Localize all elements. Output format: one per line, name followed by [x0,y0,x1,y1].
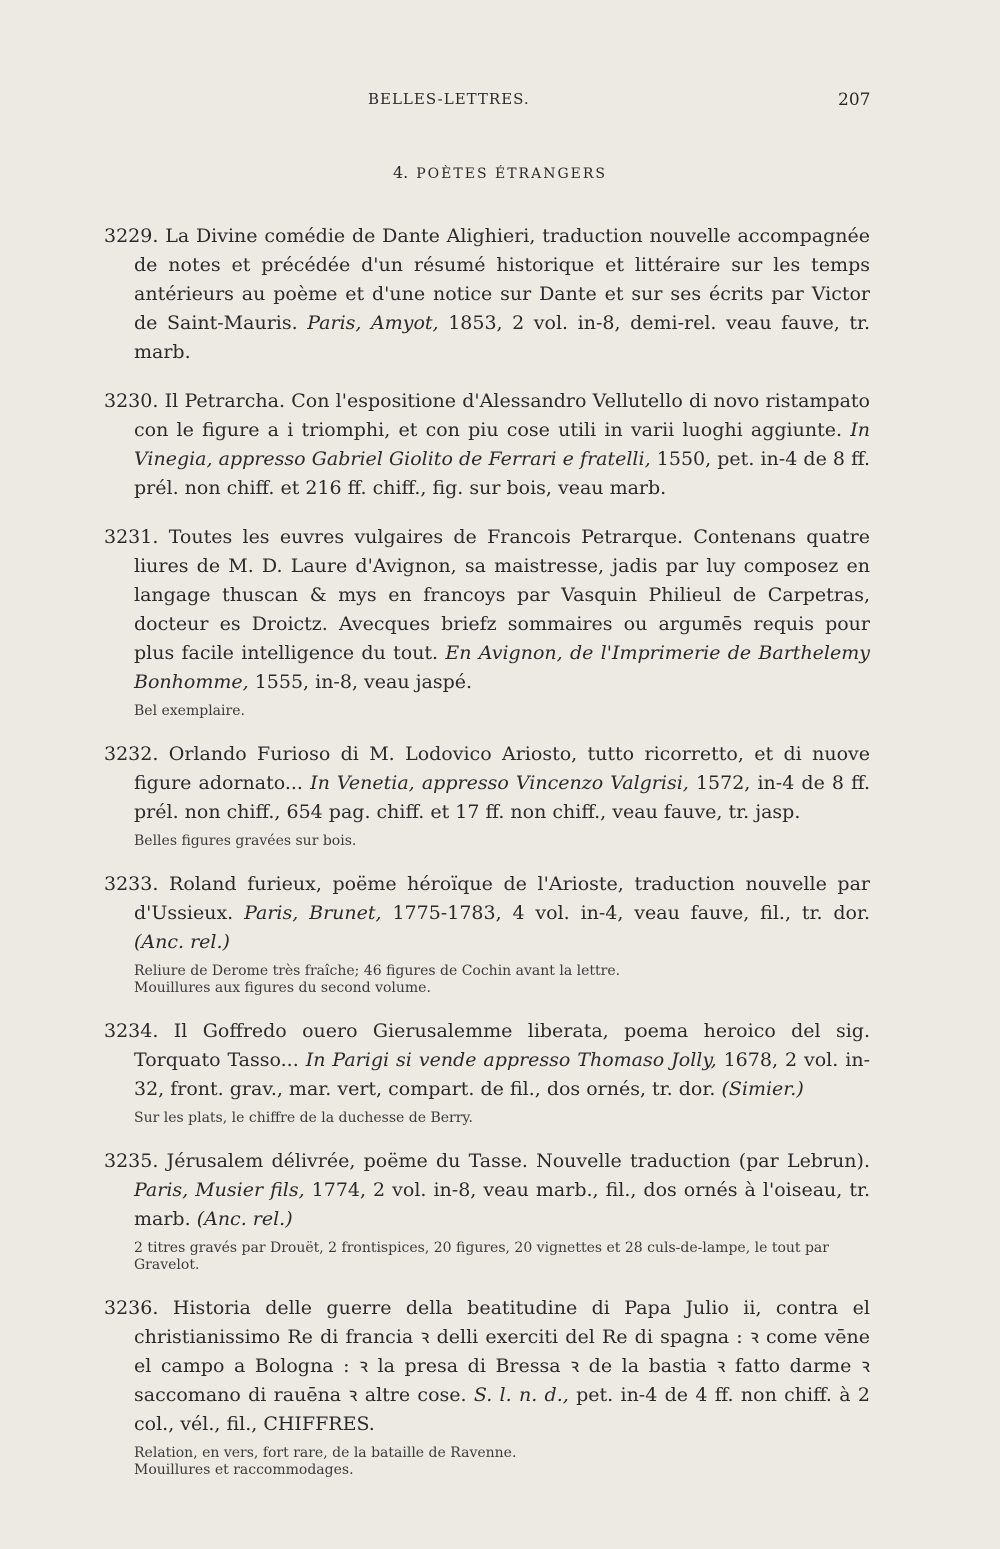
entry-description: pet. in-4 de 4 ff. non chiff. à 2 col., vél., fil., CHIFFRES. [134,1384,870,1435]
entry-description: 1853, 2 vol. in-8, demi-rel. veau fauve, tr. marb. [134,312,870,363]
entry-note [134,703,870,720]
entry-imprint: In Vinegia, appresso Gabriel Giolito de Ferrari e fratelli, [134,419,870,470]
catalog-entry [104,222,870,367]
entry-description: 1572, in-4 de 8 ff. prél. non chiff., 654 pag. chiff. et 17 ff. non chiff., veau fauve, tr. jasp. [134,772,870,823]
entry-text [104,1147,870,1234]
entry-text [104,222,870,367]
entry-binder: (Simier.) [721,1078,804,1100]
section-heading [0,163,1000,182]
note-line: Mouillures et raccommodages. [134,1462,354,1478]
note-line: Bel exemplaire. [134,703,245,719]
entry-text [104,740,870,827]
entry-text [104,387,870,503]
entry-title: Il Petrarcha. Con l'espositione d'Alessandro Vellutello di novo ristampato con le figure a i triomphi, et con piu cose utili in varii luoghi aggiunte. [134,390,870,441]
entry-note [134,1445,870,1479]
entry-imprint: En Avignon, de l'Imprimerie de Barthelemy Bonhomme, [134,642,870,693]
entry-note [134,1240,870,1274]
entry-title: Roland furieux, poëme héroïque de l'Arioste, traduction nouvelle par d'Ussieux. [134,873,871,924]
entry-text [104,870,870,957]
catalog-entry [104,1147,870,1274]
entry-number: 3231. [104,526,159,548]
entry-title: Toutes les euvres vulgaires de Francois Petrarque. Contenans quatre liures de M. D. Laure d'Avignon, sa maistresse, jadis par luy composez en langage thuscan & mys en francoys par Vasquin Philieul de Carpetras, docteur es Droictz. Avecques briefz sommaires ou argumēs requis pour plus facile intelligence du tout. [134,526,870,664]
entry-binder: (Anc. rel.) [196,1208,293,1230]
note-line: Sur les plats, le chiffre de la duchesse de Berry. [134,1110,473,1126]
entry-description: 1775-1783, 4 vol. in-4, veau fauve, fil., tr. dor. [392,902,871,924]
entry-note [134,963,870,997]
entry-text [104,1017,870,1104]
entry-number: 3234. [104,1020,159,1042]
entry-imprint: Paris, Amyot, [307,312,439,334]
section-number: 4. [393,163,409,182]
entry-number: 3229. [104,225,159,247]
section-title: POÈTES ÉTRANGERS [416,166,607,182]
entry-imprint: In Parigi si vende appresso Thomaso Jolly, [305,1049,717,1071]
note-line: Belles figures gravées sur bois. [134,833,357,849]
catalog-entry [104,740,870,850]
entry-title: Historia delle guerre della beatitudine di Papa Julio ii, contra el christianissimo Re di francia ꝛ delli exerciti del Re di spagna : ꝛ come vēne el campo a Bologna : ꝛ la presa di Bressa ꝛ de la bastia ꝛ fatto darme ꝛ saccomano di rauēna ꝛ altre cose. [134,1297,870,1406]
entry-text [104,1294,870,1439]
entry-text [104,523,870,697]
entry-number: 3233. [104,873,159,895]
catalog-entry [104,523,870,720]
entry-number: 3232. [104,743,159,765]
note-line: Mouillures aux figures du second volume. [134,980,431,996]
entry-title: Orlando Furioso di M. Lodovico Ariosto, tutto ricorretto, et di nuove figure adornato... [134,743,870,794]
entry-title: La Divine comédie de Dante Alighieri, traduction nouvelle accompagnée de notes et précédée d'un résumé historique et littéraire sur les temps antérieurs au poème et d'une notice sur Dante et sur ses écrits par Victor de Saint-Mauris. [134,225,870,334]
catalog-entry [104,870,870,997]
entry-note [134,1110,870,1127]
entry-note [134,833,870,850]
running-title: BELLES-LETTRES. [368,90,530,108]
entry-number: 3230. [104,390,159,412]
entry-imprint: Paris, Brunet, [244,902,382,924]
entry-description: 1555, in-8, veau jaspé. [254,671,473,693]
entry-binder: (Anc. rel.) [134,931,230,953]
entry-list [104,222,870,1499]
entry-description: 1678, 2 vol. in-32, front. grav., mar. vert, compart. de fil., dos ornés, tr. dor. [134,1049,870,1100]
note-line: Reliure de Derome très fraîche; 46 figures de Cochin avant la lettre. [134,963,621,979]
catalog-entry [104,387,870,503]
note-line: 2 titres gravés par Drouët, 2 frontispices, 20 figures, 20 vignettes et 28 culs-de-lampe, le tout par Gravelot. [134,1240,829,1273]
entry-description: 1550, pet. in-4 de 8 ff. prél. non chiff. et 216 ff. chiff., fig. sur bois, veau marb. [134,448,870,499]
entry-imprint: S. l. n. d., [473,1384,569,1406]
catalog-entry [104,1294,870,1479]
catalog-entry [104,1017,870,1127]
entry-number: 3235. [104,1150,159,1172]
entry-number: 3236. [104,1297,159,1319]
page-number: 207 [838,90,871,110]
note-line: Relation, en vers, fort rare, de la bataille de Ravenne. [134,1445,517,1461]
entry-imprint: In Venetia, appresso Vincenzo Valgrisi, [310,772,689,794]
entry-title: Il Goffredo ouero Gierusalemme liberata, poema heroico del sig. Torquato Tasso... [134,1020,870,1071]
entry-imprint: Paris, Musier fils, [134,1179,305,1201]
entry-title: Jérusalem délivrée, poëme du Tasse. Nouvelle traduction (par Lebrun). [166,1150,870,1172]
entry-description: 1774, 2 vol. in-8, veau marb., fil., dos ornés à l'oiseau, tr. marb. [134,1179,870,1230]
